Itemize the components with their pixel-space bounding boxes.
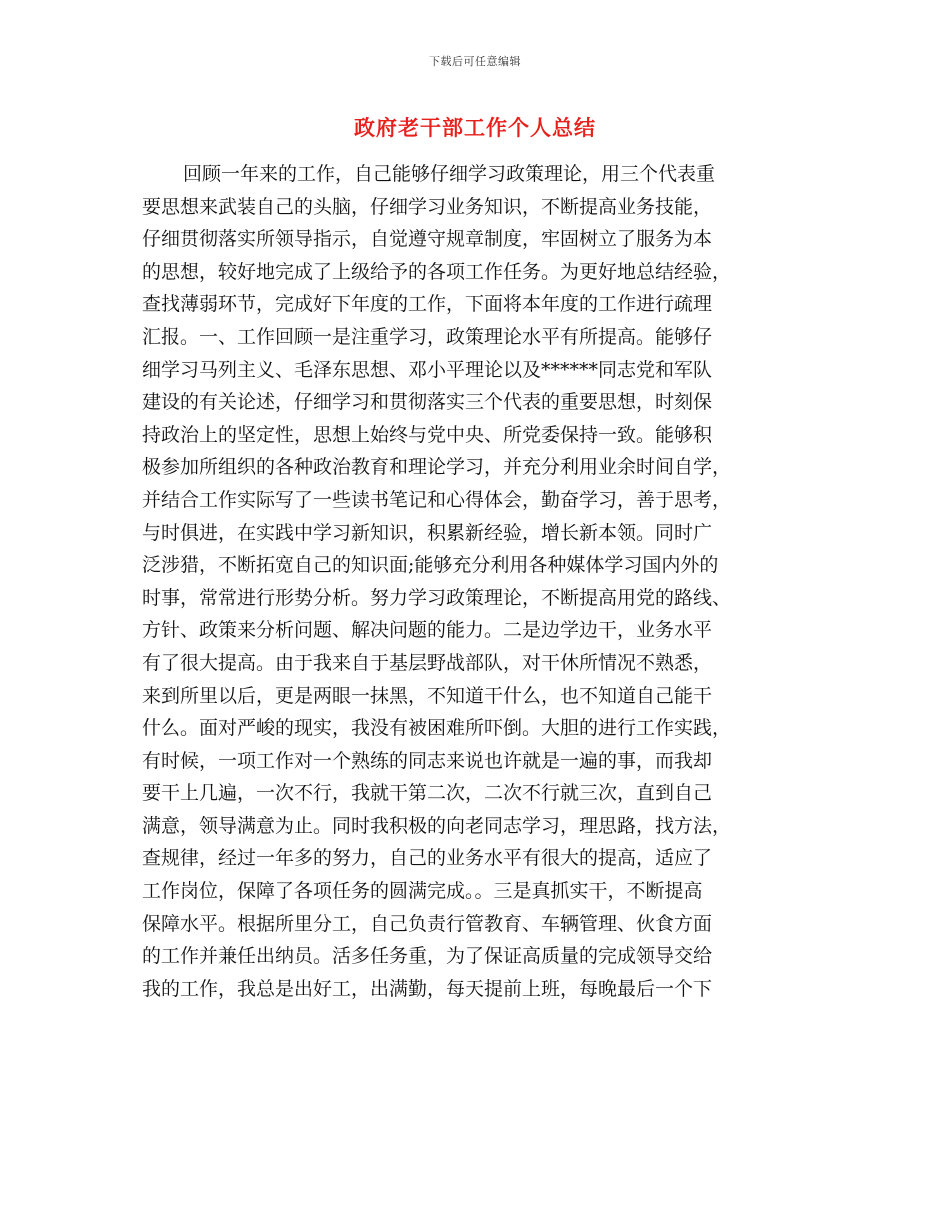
body-line: 保障水平。根据所里分工，自己负责行管教育、车辆管理、伙食方面 (142, 912, 713, 935)
body-line: 与时俱进，在实践中学习新知识，积累新经验，增长新本领。同时广 (142, 521, 713, 544)
body-line: 细学习马列主义、毛泽东思想、邓小平理论以及******同志党和军队 (142, 358, 713, 381)
body-line: 极参加所组织的各种政治教育和理论学习，并充分利用业余时间自学， (142, 456, 732, 479)
body-line: 汇报。一、工作回顾一是注重学习，政策理论水平有所提高。能够仔 (142, 325, 713, 348)
body-line: 我的工作，我总是出好工，出满勤，每天提前上班，每晚最后一个下 (142, 977, 713, 1000)
body-line: 查找薄弱环节，完成好下年度的工作，下面将本年度的工作进行疏理 (142, 293, 713, 316)
body-line: 并结合工作实际写了一些读书笔记和心得体会，勤奋学习，善于思考， (142, 488, 732, 511)
body-line: 满意，领导满意为止。同时我积极的向老同志学习，理思路，找方法， (142, 814, 732, 837)
body-line: 方针、政策来分析问题、解决问题的能力。二是边学边干，业务水平 (142, 619, 713, 642)
body-line: 的工作并兼任出纳员。活多任务重，为了保证高质量的完成领导交给 (142, 945, 713, 968)
body-line: 有了很大提高。由于我来自于基层野战部队，对干休所情况不熟悉， (142, 651, 713, 674)
body-line: 泛涉猎，不断拓宽自己的知识面;能够充分利用各种媒体学习国内外的 (142, 554, 719, 577)
document-body (142, 158, 808, 1005)
body-line: 持政治上的坚定性，思想上始终与党中央、所党委保持一致。能够积 (142, 423, 713, 446)
document-title: 政府老干部工作个人总结 (354, 115, 596, 140)
body-line: 要思想来武装自己的头脑，仔细学习业务知识，不断提高业务技能， (142, 195, 713, 218)
body-line: 仔细贯彻落实所领导指示，自觉遵守规章制度，牢固树立了服务为本 (142, 228, 713, 251)
header-note: 下载后可任意编辑 (429, 55, 521, 68)
body-line: 有时候，一项工作对一个熟练的同志来说也许就是一遍的事，而我却 (142, 749, 713, 772)
body-line: 时事，常常进行形势分析。努力学习政策理论，不断提高用党的路线、 (142, 586, 732, 609)
body-line: 查规律，经过一年多的努力，自己的业务水平有很大的提高，适应了 (142, 847, 713, 870)
body-line: 什么。面对严峻的现实，我没有被困难所吓倒。大胆的进行工作实践， (142, 717, 732, 740)
body-line: 建设的有关论述，仔细学习和贯彻落实三个代表的重要思想，时刻保 (142, 391, 713, 414)
body-line: 的思想，较好地完成了上级给予的各项工作任务。为更好地总结经验， (142, 260, 732, 283)
body-line: 工作岗位，保障了各项任务的圆满完成。。三是真抓实干，不断提高 (142, 880, 703, 903)
body-line: 来到所里以后，更是两眼一抹黑，不知道干什么，也不知道自己能干 (142, 684, 713, 707)
body-line: 回顾一年来的工作，自己能够仔细学习政策理论，用三个代表重 (183, 163, 716, 185)
body-line: 要干上几遍，一次不行，我就干第二次，二次不行就三次，直到自己 (142, 782, 713, 805)
